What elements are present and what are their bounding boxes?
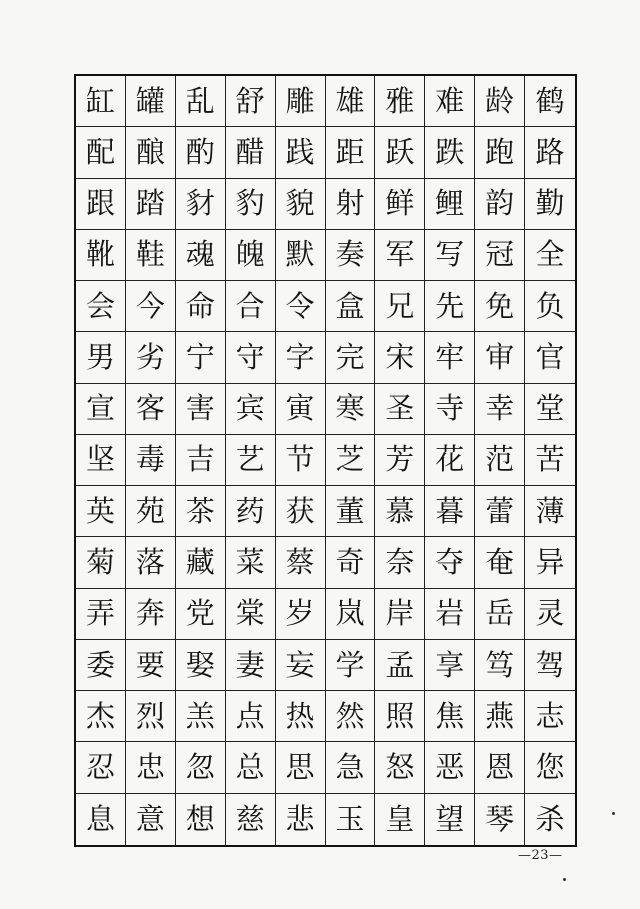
grid-cell-character: 苑 — [126, 486, 176, 537]
grid-cell-character: 兄 — [375, 281, 425, 332]
grid-cell-character: 豹 — [226, 179, 276, 230]
grid-cell-character: 毒 — [126, 435, 176, 486]
grid-cell-character: 吉 — [176, 435, 226, 486]
grid-cell-character: 距 — [326, 127, 376, 178]
grid-cell-character: 忽 — [176, 742, 226, 793]
grid-cell-character: 望 — [425, 794, 475, 845]
grid-cell-character: 玉 — [326, 794, 376, 845]
grid-cell-character: 范 — [475, 435, 525, 486]
grid-cell-character: 劣 — [126, 332, 176, 383]
grid-cell-character: 异 — [525, 537, 575, 588]
grid-cell-character: 奔 — [126, 589, 176, 640]
grid-cell-character: 鲤 — [425, 179, 475, 230]
grid-cell-character: 貌 — [276, 179, 326, 230]
grid-cell-character: 免 — [475, 281, 525, 332]
grid-cell-character: 奄 — [475, 537, 525, 588]
grid-cell-character: 享 — [425, 640, 475, 691]
grid-cell-character: 雕 — [276, 76, 326, 127]
grid-cell-character: 豺 — [176, 179, 226, 230]
grid-cell-character: 缸 — [76, 76, 126, 127]
grid-cell-character: 字 — [276, 332, 326, 383]
grid-cell-character: 宣 — [76, 384, 126, 435]
grid-cell-character: 董 — [326, 486, 376, 537]
grid-cell-character: 烈 — [126, 691, 176, 742]
grid-cell-character: 雄 — [326, 76, 376, 127]
grid-cell-character: 意 — [126, 794, 176, 845]
grid-cell-character: 英 — [76, 486, 126, 537]
grid-cell-character: 驾 — [525, 640, 575, 691]
grid-cell-character: 默 — [276, 230, 326, 281]
grid-cell-character: 负 — [525, 281, 575, 332]
grid-cell-character: 龄 — [475, 76, 525, 127]
grid-cell-character: 芳 — [375, 435, 425, 486]
grid-cell-character: 您 — [525, 742, 575, 793]
grid-cell-character: 想 — [176, 794, 226, 845]
grid-cell-character: 雅 — [375, 76, 425, 127]
grid-cell-character: 圣 — [375, 384, 425, 435]
grid-cell-character: 志 — [525, 691, 575, 742]
grid-cell-character: 路 — [525, 127, 575, 178]
grid-cell-character: 舒 — [226, 76, 276, 127]
grid-cell-character: 男 — [76, 332, 126, 383]
grid-cell-character: 学 — [326, 640, 376, 691]
grid-cell-character: 跑 — [475, 127, 525, 178]
grid-cell-character: 总 — [226, 742, 276, 793]
grid-cell-character: 恶 — [425, 742, 475, 793]
grid-cell-character: 守 — [226, 332, 276, 383]
grid-cell-character: 弄 — [76, 589, 126, 640]
grid-cell-character: 宁 — [176, 332, 226, 383]
grid-cell-character: 忍 — [76, 742, 126, 793]
grid-cell-character: 杀 — [535, 801, 565, 836]
grid-cell-character: 灵 — [525, 589, 575, 640]
grid-cell-character: 岩 — [425, 589, 475, 640]
grid-cell-character: 芝 — [326, 435, 376, 486]
grid-cell-character: 靴 — [76, 230, 126, 281]
grid-cell-character: 悲 — [276, 794, 326, 845]
grid-cell-character: 妻 — [226, 640, 276, 691]
grid-cell-character: 恩 — [475, 742, 525, 793]
grid-cell-character: 岸 — [375, 589, 425, 640]
page-number: —23— — [518, 848, 563, 863]
grid-cell-character: 勤 — [525, 179, 575, 230]
grid-cell-character: 花 — [425, 435, 475, 486]
grid-cell-character: 杰 — [76, 691, 126, 742]
grid-cell-character: 韵 — [475, 179, 525, 230]
grid-cell-character: 寺 — [425, 384, 475, 435]
grid-cell-character: 岚 — [326, 589, 376, 640]
grid-cell-character: 合 — [226, 281, 276, 332]
grid-cell-character: 先 — [425, 281, 475, 332]
grid-cell-character: 配 — [76, 127, 126, 178]
ink-speck — [612, 812, 615, 815]
grid-cell-character: 茶 — [176, 486, 226, 537]
grid-cell-character: 菜 — [226, 537, 276, 588]
grid-cell-character: 坚 — [76, 435, 126, 486]
grid-cell-character: 然 — [326, 691, 376, 742]
ink-speck — [563, 878, 566, 881]
grid-cell-character: 踏 — [126, 179, 176, 230]
grid-cell-character: 跃 — [375, 127, 425, 178]
grid-cell-character: 客 — [126, 384, 176, 435]
grid-cell-character: 蔡 — [276, 537, 326, 588]
grid-cell-character: 娶 — [176, 640, 226, 691]
grid-cell-character: 急 — [326, 742, 376, 793]
grid-cell-character: 跟 — [76, 179, 126, 230]
grid-cell-character: 审 — [475, 332, 525, 383]
grid-cell-character: 宾 — [226, 384, 276, 435]
character-grid-sheet — [74, 74, 577, 847]
grid-cell-character: 获 — [276, 486, 326, 537]
grid-cell-character: 鹤 — [525, 76, 575, 127]
grid-cell-character: 乱 — [176, 76, 226, 127]
grid-cell-character: 酿 — [126, 127, 176, 178]
character-grid — [76, 76, 575, 845]
grid-cell-character: 军 — [375, 230, 425, 281]
grid-cell-character: 焦 — [425, 691, 475, 742]
grid-cell-character: 委 — [76, 640, 126, 691]
grid-cell-character: 思 — [276, 742, 326, 793]
grid-cell-character: 苦 — [525, 435, 575, 486]
grid-cell-character: 要 — [126, 640, 176, 691]
grid-cell-character: 忠 — [126, 742, 176, 793]
grid-cell-character: 燕 — [475, 691, 525, 742]
grid-cell-character: 笃 — [475, 640, 525, 691]
grid-cell-character: 害 — [176, 384, 226, 435]
grid-cell-character: 点 — [226, 691, 276, 742]
grid-cell-character: 岁 — [276, 589, 326, 640]
grid-cell-character: 堂 — [525, 384, 575, 435]
grid-cell-character: 药 — [226, 486, 276, 537]
grid-cell-character: 牢 — [425, 332, 475, 383]
grid-cell-character: 落 — [126, 537, 176, 588]
grid-cell-character: 慈 — [226, 794, 276, 845]
grid-cell-character: 鲜 — [375, 179, 425, 230]
grid-cell-character: 魂 — [176, 230, 226, 281]
grid-cell-character: 醋 — [226, 127, 276, 178]
grid-cell-character: 宋 — [375, 332, 425, 383]
grid-cell-character: 完 — [326, 332, 376, 383]
grid-cell-character: 今 — [126, 281, 176, 332]
grid-cell-character: 写 — [425, 230, 475, 281]
grid-cell-character: 罐 — [126, 76, 176, 127]
grid-cell-character: 会 — [76, 281, 126, 332]
grid-cell-character: 暮 — [425, 486, 475, 537]
grid-cell-character: 热 — [276, 691, 326, 742]
grid-cell-character: 酌 — [176, 127, 226, 178]
grid-cell-character: 照 — [375, 691, 425, 742]
grid-cell-character: 怒 — [375, 742, 425, 793]
grid-cell-character: 跌 — [425, 127, 475, 178]
grid-cell-character: 慕 — [375, 486, 425, 537]
grid-cell-character: 薄 — [525, 486, 575, 537]
grid-cell-character: 羔 — [176, 691, 226, 742]
grid-cell-character: 棠 — [226, 589, 276, 640]
grid-cell-character: 寅 — [276, 384, 326, 435]
grid-cell-character: 令 — [276, 281, 326, 332]
grid-cell-character: 蕾 — [475, 486, 525, 537]
grid-cell-character: 奈 — [375, 537, 425, 588]
grid-cell-character: 岳 — [475, 589, 525, 640]
grid-cell-character: 鞋 — [126, 230, 176, 281]
grid-cell-character: 藏 — [176, 537, 226, 588]
grid-cell-character: 难 — [425, 76, 475, 127]
grid-cell-character: 践 — [276, 127, 326, 178]
grid-cell-character: 琴 — [475, 794, 525, 845]
grid-cell-character: 奏 — [326, 230, 376, 281]
grid-cell-character: 官 — [525, 332, 575, 383]
grid-cell-character: 射 — [326, 179, 376, 230]
grid-cell-character: 冠 — [475, 230, 525, 281]
grid-cell-character: 菊 — [76, 537, 126, 588]
grid-cell-character: 寒 — [326, 384, 376, 435]
grid-cell-character: 艺 — [226, 435, 276, 486]
grid-cell-character: 魄 — [226, 230, 276, 281]
grid-cell-character: 息 — [76, 794, 126, 845]
grid-cell-character: 奇 — [326, 537, 376, 588]
grid-cell-character: 命 — [176, 281, 226, 332]
grid-cell-character: 夺 — [425, 537, 475, 588]
grid-cell-character: 孟 — [375, 640, 425, 691]
grid-cell-character: 皇 — [375, 794, 425, 845]
grid-cell-character: 妄 — [276, 640, 326, 691]
grid-cell-character: 节 — [276, 435, 326, 486]
grid-cell-character: 盒 — [326, 281, 376, 332]
grid-cell-character: 党 — [176, 589, 226, 640]
grid-cell-character: 全 — [525, 230, 575, 281]
grid-cell-character: 幸 — [475, 384, 525, 435]
